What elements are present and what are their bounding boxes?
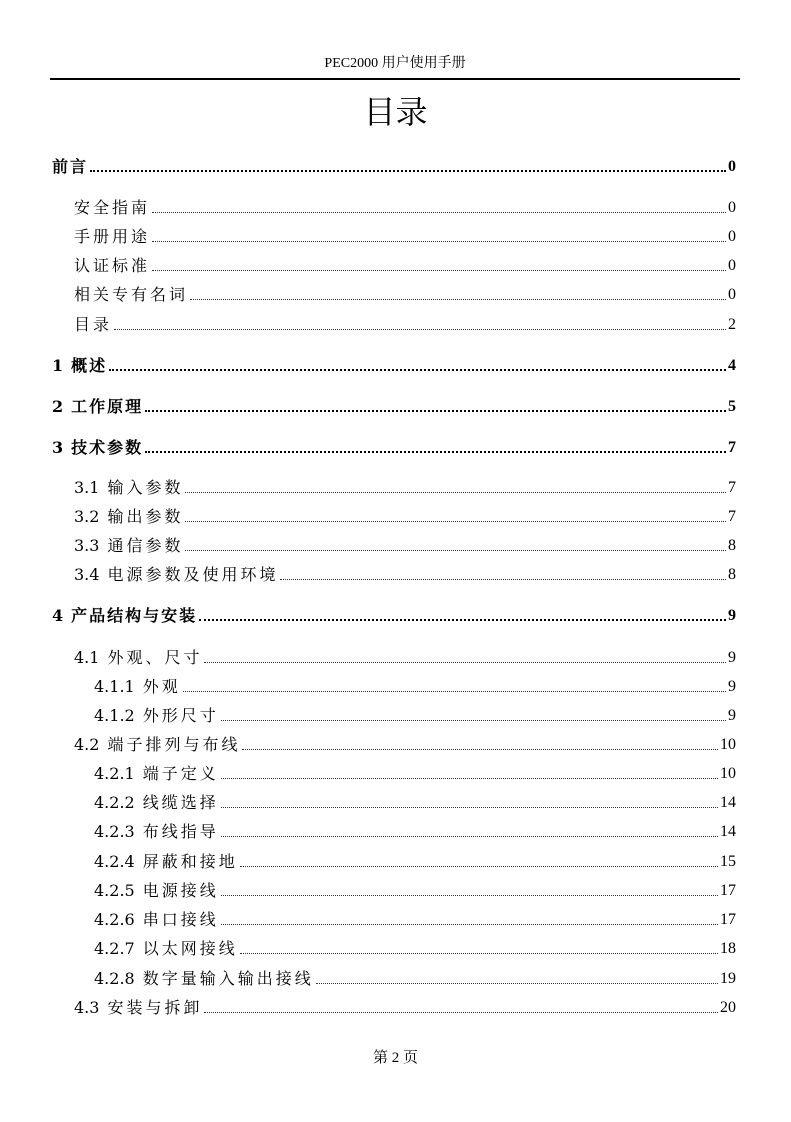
toc-entry-label: 产品结构与安装	[71, 606, 198, 625]
toc-entry-number: 1	[52, 356, 64, 375]
toc-entry-page: 19	[720, 970, 736, 987]
toc-entry-number: 4.2.7	[94, 939, 135, 958]
toc-leader-dots	[185, 549, 726, 551]
toc-entry-label: 概述	[71, 356, 108, 375]
toc-leader-dots	[145, 409, 726, 412]
toc-entry-number: 4.1.1	[94, 677, 135, 696]
toc-entry-label: 数字量输入输出接线	[142, 969, 314, 988]
toc-entry-page: 9	[728, 678, 736, 695]
toc-leader-dots	[152, 240, 726, 242]
toc-entry-label: 手册用途	[74, 227, 151, 246]
toc-entry-page: 9	[728, 707, 736, 724]
toc-entry-number: 4.2.8	[94, 969, 135, 988]
toc-entry[interactable]	[0, 254, 791, 276]
toc-entry-page: 0	[728, 199, 736, 216]
toc-entry-label: 外观、尺寸	[107, 648, 203, 667]
toc-entry-page: 10	[720, 765, 736, 782]
toc-leader-dots	[240, 865, 718, 867]
toc-entry-label: 串口接线	[142, 910, 219, 929]
toc-entry-number: 3.1	[74, 478, 100, 497]
toc-leader-dots	[204, 661, 726, 663]
page-header: PEC2000 用户使用手册	[324, 56, 466, 71]
toc-entry[interactable]	[0, 563, 791, 585]
toc-entry-label: 外观	[142, 677, 181, 696]
toc-entry-number: 4.2	[74, 735, 100, 754]
toc-entry-page: 0	[728, 228, 736, 245]
toc-entry-page: 18	[720, 940, 736, 957]
toc-entry[interactable]	[0, 879, 791, 901]
toc-leader-dots	[280, 578, 726, 580]
toc-entry[interactable]	[0, 646, 791, 668]
toc-entry[interactable]	[0, 283, 791, 305]
toc-entry[interactable]	[0, 395, 791, 417]
toc-entry-page: 7	[728, 439, 736, 456]
toc-entry-page: 9	[728, 649, 736, 666]
toc-entry[interactable]	[0, 996, 791, 1018]
toc-entry[interactable]	[0, 967, 791, 989]
toc-entry-page: 2	[728, 316, 736, 333]
toc-leader-dots	[242, 748, 718, 750]
toc-entry-label: 技术参数	[71, 438, 144, 457]
toc-leader-dots	[204, 1011, 718, 1013]
toc-entry-label: 目录	[74, 315, 113, 334]
toc-entry-number: 4.2.1	[94, 764, 135, 783]
page-footer: 第 2 页	[372, 1050, 418, 1066]
toc-entry-number: 4.2.2	[94, 793, 135, 812]
toc-entry-number: 4	[52, 606, 64, 625]
toc-entry-label: 电源接线	[142, 881, 219, 900]
toc-entry-label: 端子排列与布线	[107, 735, 241, 754]
toc-entry-number: 4.3	[74, 998, 100, 1017]
toc-entry-page: 8	[728, 566, 736, 583]
toc-leader-dots	[185, 491, 726, 493]
toc-entry-page: 4	[728, 357, 736, 374]
toc-entry-page: 15	[720, 853, 736, 870]
toc-entry-page: 7	[728, 479, 736, 496]
toc-entry[interactable]	[0, 820, 791, 842]
toc-entry-label: 认证标准	[74, 256, 151, 275]
toc-entry-number: 3	[52, 438, 64, 457]
toc-entry-page: 17	[720, 882, 736, 899]
toc-entry-label: 通信参数	[107, 536, 184, 555]
toc-entry[interactable]	[0, 791, 791, 813]
toc-entry-label: 外形尺寸	[142, 706, 219, 725]
toc-leader-dots	[221, 894, 718, 896]
toc-leader-dots	[109, 368, 726, 371]
toc-entry-page: 14	[720, 823, 736, 840]
toc-entry[interactable]	[0, 704, 791, 726]
toc-entry[interactable]	[0, 534, 791, 556]
toc-entry[interactable]	[0, 908, 791, 930]
toc-entry[interactable]	[0, 476, 791, 498]
toc-entry-page: 14	[720, 794, 736, 811]
toc-entry-number: 4.2.4	[94, 852, 135, 871]
toc-entry-number: 2	[52, 397, 64, 416]
toc-leader-dots	[199, 618, 726, 621]
toc-entry[interactable]	[0, 436, 791, 458]
toc-leader-dots	[316, 982, 718, 984]
toc-leader-dots	[221, 719, 726, 721]
toc-leader-dots	[152, 269, 726, 271]
toc-leader-dots	[183, 690, 726, 692]
toc-entry-label: 电源参数及使用环境	[107, 565, 279, 584]
toc-entry-page: 17	[720, 911, 736, 928]
toc-leader-dots	[221, 806, 718, 808]
toc-entry-label: 安装与拆卸	[107, 998, 203, 1017]
toc-entry-page: 7	[728, 508, 736, 525]
toc-leader-dots	[190, 298, 726, 300]
toc-leader-dots	[90, 169, 726, 172]
toc-entry-page: 20	[720, 999, 736, 1016]
toc-leader-dots	[114, 328, 726, 330]
toc-entry-label: 屏蔽和接地	[142, 852, 238, 871]
toc-entry-label: 输出参数	[107, 507, 184, 526]
toc-entry-number: 3.3	[74, 536, 100, 555]
toc-entry[interactable]	[0, 313, 791, 335]
toc-leader-dots	[152, 211, 726, 213]
toc-entry[interactable]	[0, 733, 791, 755]
toc-entry-page: 0	[728, 257, 736, 274]
toc-entry[interactable]	[0, 937, 791, 959]
toc-entry[interactable]	[0, 675, 791, 697]
toc-entry-number: 4.2.5	[94, 881, 135, 900]
toc-entry-label: 以太网接线	[142, 939, 238, 958]
toc-entry-number: 4.2.3	[94, 822, 135, 841]
toc-entry-page: 0	[728, 158, 736, 175]
toc-entry[interactable]	[0, 155, 791, 177]
toc-entry-label: 前言	[52, 157, 89, 176]
toc-entry-label: 输入参数	[107, 478, 184, 497]
toc-entry-number: 3.2	[74, 507, 100, 526]
toc-entry-label: 工作原理	[71, 397, 144, 416]
toc-entry-number: 4.2.6	[94, 910, 135, 929]
toc-leader-dots	[145, 450, 726, 453]
toc-entry[interactable]	[0, 850, 791, 872]
toc-entry-label: 线缆选择	[142, 793, 219, 812]
toc-entry-number: 4.1.2	[94, 706, 135, 725]
toc-entry-page: 5	[728, 398, 736, 415]
toc-heading: 目录	[363, 93, 428, 131]
toc-leader-dots	[240, 952, 718, 954]
toc-entry-page: 10	[720, 736, 736, 753]
toc-entry-number: 3.4	[74, 565, 100, 584]
toc-entry-page: 8	[728, 537, 736, 554]
toc-leader-dots	[221, 777, 718, 779]
toc-leader-dots	[221, 923, 718, 925]
toc-entry-page: 9	[728, 607, 736, 624]
toc-entry[interactable]	[0, 196, 791, 218]
toc-entry[interactable]	[0, 505, 791, 527]
toc-entry[interactable]	[0, 354, 791, 376]
toc-entry[interactable]	[0, 604, 791, 626]
toc-entry-page: 0	[728, 286, 736, 303]
toc-entry-label: 相关专有名词	[74, 285, 189, 304]
toc-entry-label: 布线指导	[142, 822, 219, 841]
toc-leader-dots	[185, 520, 726, 522]
toc-entry-label: 端子定义	[142, 764, 219, 783]
toc-entry-number: 4.1	[74, 648, 100, 667]
toc-entry-label: 安全指南	[74, 198, 151, 217]
toc-leader-dots	[221, 835, 718, 837]
toc-entry[interactable]	[0, 225, 791, 247]
toc-entry[interactable]	[0, 762, 791, 784]
